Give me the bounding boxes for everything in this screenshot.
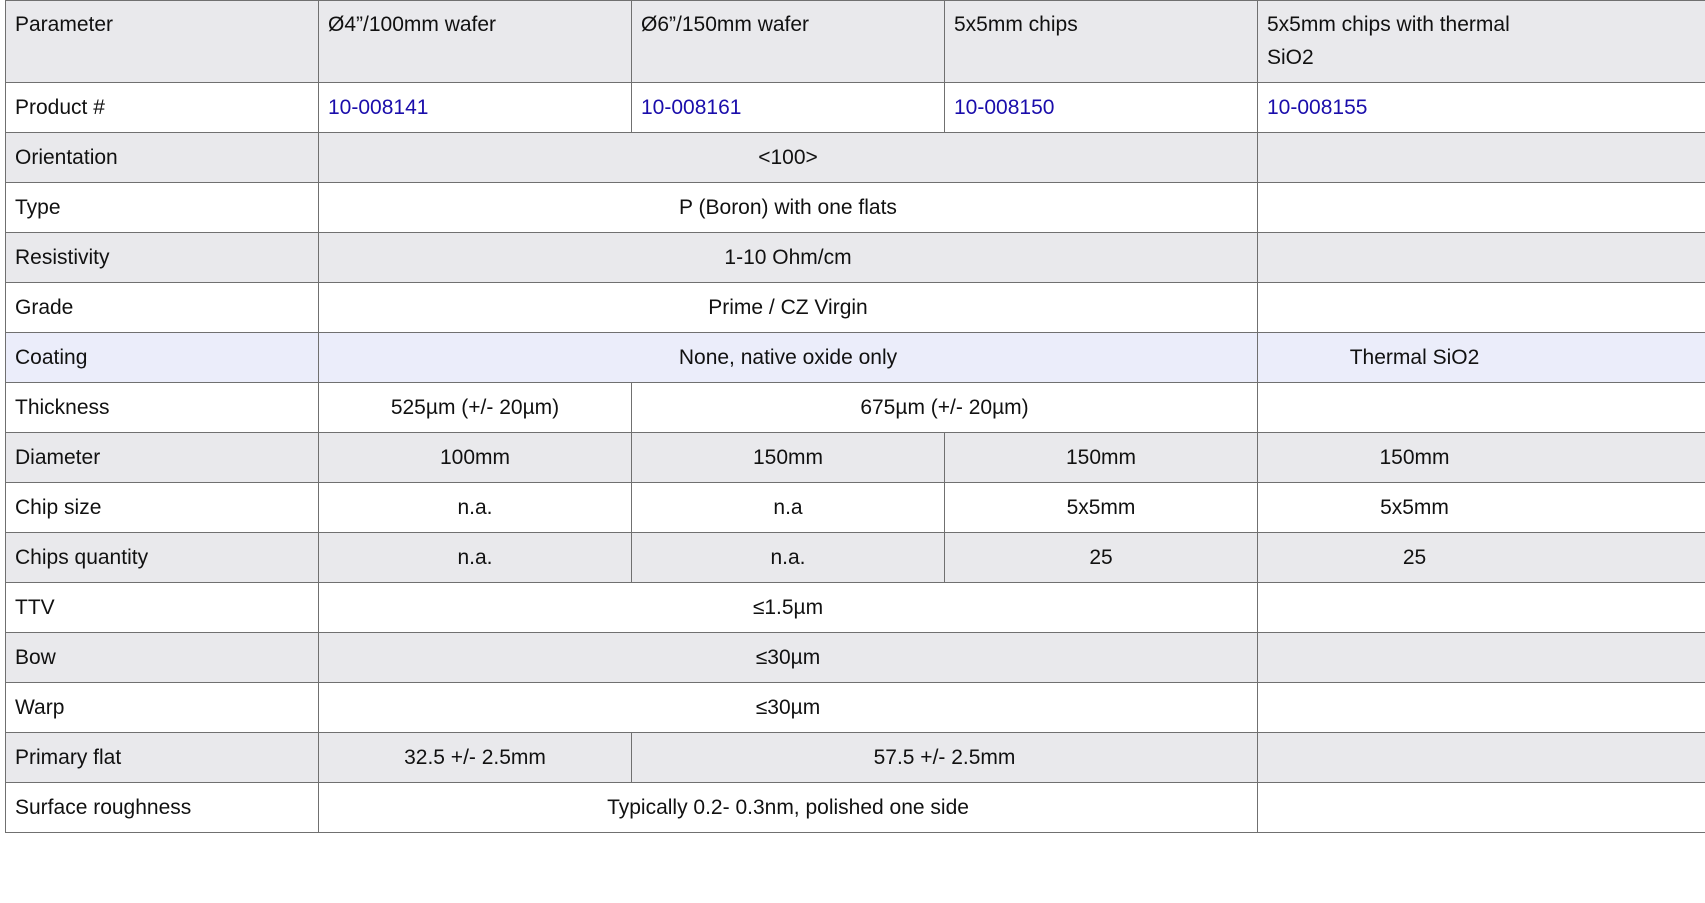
row-label-chip-size: Chip size <box>6 483 319 533</box>
bow-value: ≤30µm <box>319 633 1258 683</box>
row-label-grade: Grade <box>6 283 319 333</box>
table-row-thickness <box>6 383 1705 433</box>
diameter-value <box>1258 433 1705 483</box>
chips-quantity-value: 25 <box>945 533 1258 583</box>
surface-roughness-value: Typically 0.2- 0.3nm, polished one side <box>319 783 1258 833</box>
chip-size-value <box>1258 483 1705 533</box>
header-6in-wafer: Ø6”/150mm wafer <box>632 1 945 83</box>
table-row-ttv <box>6 583 1705 633</box>
row-label-primary-flat: Primary flat <box>6 733 319 783</box>
coating-value-none: None, native oxide only <box>319 333 1258 383</box>
row-label-ttv: TTV <box>6 583 319 633</box>
empty-cell <box>1258 133 1705 183</box>
header-parameter: Parameter <box>6 1 319 83</box>
table-row-warp <box>6 683 1705 733</box>
chips-quantity-value <box>1258 533 1705 583</box>
chip-size-value: n.a. <box>319 483 632 533</box>
table-row-orientation <box>6 133 1705 183</box>
primary-flat-value-4in: 32.5 +/- 2.5mm <box>319 733 632 783</box>
chip-size-value: 5x5mm <box>945 483 1258 533</box>
empty-cell <box>1258 733 1705 783</box>
row-label-diameter: Diameter <box>6 433 319 483</box>
table-row-diameter <box>6 433 1705 483</box>
type-value: P (Boron) with one flats <box>319 183 1258 233</box>
table-row-bow <box>6 633 1705 683</box>
row-label-warp: Warp <box>6 683 319 733</box>
table-row-surface-roughness <box>6 783 1705 833</box>
grade-value: Prime / CZ Virgin <box>319 283 1258 333</box>
chips-quantity-value: n.a. <box>319 533 632 583</box>
chips-quantity-value: n.a. <box>632 533 945 583</box>
product-link-10-008150[interactable]: 10-008150 <box>954 96 1055 119</box>
orientation-value: <100> <box>319 133 1258 183</box>
row-label-type: Type <box>6 183 319 233</box>
diameter-value: 150mm <box>632 433 945 483</box>
row-label-product: Product # <box>6 83 319 133</box>
empty-cell <box>1258 633 1705 683</box>
table-row-product <box>6 83 1705 133</box>
empty-cell <box>1258 283 1705 333</box>
row-label-coating: Coating <box>6 333 319 383</box>
product-cell <box>632 83 945 133</box>
product-link-10-008141[interactable]: 10-008141 <box>328 96 429 119</box>
spec-table <box>5 0 1705 833</box>
diameter-value: 150mm <box>945 433 1258 483</box>
header-5x5-chips-sio2 <box>1258 1 1705 83</box>
chips-quantity-value-text: 25 <box>1402 546 1427 569</box>
row-label-surface-roughness: Surface roughness <box>6 783 319 833</box>
table-row-grade <box>6 283 1705 333</box>
table-row-coating <box>6 333 1705 383</box>
empty-cell <box>1258 183 1705 233</box>
row-label-thickness: Thickness <box>6 383 319 433</box>
empty-cell <box>1258 783 1705 833</box>
chip-size-value: n.a <box>632 483 945 533</box>
table-row-type <box>6 183 1705 233</box>
diameter-value: 100mm <box>319 433 632 483</box>
table-row-chips-quantity <box>6 533 1705 583</box>
header-4in-wafer: Ø4”/100mm wafer <box>319 1 632 83</box>
header-row <box>6 1 1705 83</box>
diameter-value-text: 150mm <box>1379 446 1450 469</box>
table-row-resistivity <box>6 233 1705 283</box>
table-row-primary-flat <box>6 733 1705 783</box>
primary-flat-value-rest: 57.5 +/- 2.5mm <box>632 733 1258 783</box>
row-label-resistivity: Resistivity <box>6 233 319 283</box>
thickness-value-4in: 525µm (+/- 20µm) <box>319 383 632 433</box>
product-cell <box>1258 83 1705 133</box>
row-label-chips-quantity: Chips quantity <box>6 533 319 583</box>
empty-cell <box>1258 683 1705 733</box>
resistivity-value: 1-10 Ohm/cm <box>319 233 1258 283</box>
product-link-10-008155[interactable]: 10-008155 <box>1267 96 1368 119</box>
row-label-bow: Bow <box>6 633 319 683</box>
product-link-10-008161[interactable]: 10-008161 <box>641 96 742 119</box>
ttv-value: ≤1.5µm <box>319 583 1258 633</box>
table-row-chip-size <box>6 483 1705 533</box>
product-cell <box>945 83 1258 133</box>
empty-cell <box>1258 583 1705 633</box>
thickness-value-rest: 675µm (+/- 20µm) <box>632 383 1258 433</box>
coating-value-thermal-text: Thermal SiO2 <box>1349 346 1480 369</box>
header-5x5-chips: 5x5mm chips <box>945 1 1258 83</box>
header-5x5-chips-sio2-text: 5x5mm chips with thermal SiO2 <box>1267 13 1510 69</box>
product-cell <box>319 83 632 133</box>
chip-size-value-text: 5x5mm <box>1380 496 1449 519</box>
coating-value-thermal <box>1258 333 1705 383</box>
empty-cell <box>1258 383 1705 433</box>
row-label-orientation: Orientation <box>6 133 319 183</box>
empty-cell <box>1258 233 1705 283</box>
warp-value: ≤30µm <box>319 683 1258 733</box>
